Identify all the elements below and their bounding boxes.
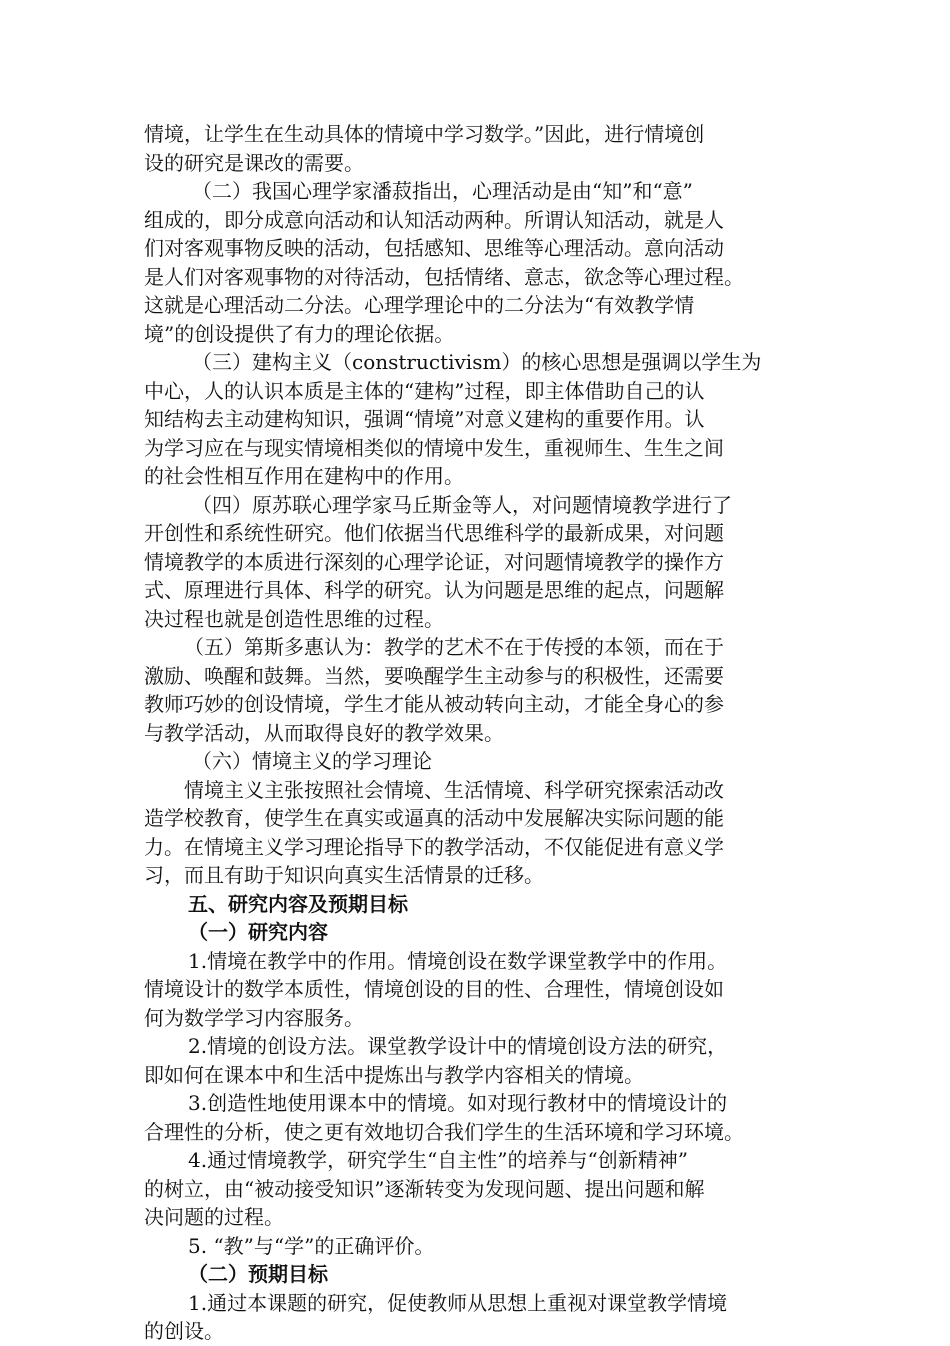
text-line: 境”的创设提供了有力的理论依据。 — [144, 321, 455, 346]
paragraph-start: （二）我国心理学家潘菽指出，心理活动是由“知”和“意” — [192, 179, 693, 203]
text-line: 设的研究是课改的需要。 — [144, 150, 364, 175]
list-item-start: 4.通过情境教学，研究学生“自主性”的培养与“创新精神” — [188, 1148, 688, 1172]
document-body — [144, 120, 820, 1346]
text-line: 情境教学的本质进行深刻的心理学论证，对问题情境教学的操作方 — [144, 549, 724, 574]
paragraph-start: 情境主义主张按照社会情境、生活情境、科学研究探索活动改 — [184, 777, 724, 802]
paragraph-start: （三）建构主义（constructivism）的核心思想是强调以学生为 — [192, 350, 762, 374]
section-heading: 五、研究内容及预期目标 — [188, 891, 408, 916]
text-line: 式、原理进行具体、科学的研究。认为问题是思维的起点，问题解 — [144, 578, 724, 602]
text-line: 中心，人的认识本质是主体的“建构”过程，即主体借助自己的认 — [144, 378, 705, 403]
text-line: 开创性和系统性研究。他们依据当代思维科学的最新成果，对问题 — [144, 521, 724, 545]
text-line: 与教学活动，从而取得良好的教学效果。 — [144, 720, 504, 745]
list-item-start: 1.情境在教学中的作用。情境创设在数学课堂教学中的作用。 — [188, 948, 728, 973]
text-line: 组成的，即分成意向活动和认知活动两种。所谓认知活动，就是人 — [144, 207, 724, 232]
list-item-start: 2.情境的创设方法。课堂教学设计中的情境创设方法的研究， — [188, 1034, 728, 1058]
text-line: 这就是心理活动二分法。心理学理论中的二分法为“有效教学情 — [144, 293, 695, 317]
paragraph-start: （五）第斯多惠认为：教学的艺术不在于传授的本领，而在于 — [184, 635, 724, 659]
text-line: 教师巧妙的创设情境，学生才能从被动转向主动，才能全身心的参 — [144, 692, 724, 716]
paragraph-start: （四）原苏联心理学家马丘斯金等人，对问题情境教学进行了 — [192, 492, 732, 517]
text-line: 合理性的分析，使之更有效地切合我们学生的生活环境和学习环境。 — [144, 1119, 744, 1144]
list-item-start: 5. “教”与“学”的正确评价。 — [188, 1233, 435, 1258]
list-item-start: 3.创造性地使用课本中的情境。如对现行教材中的情境设计的 — [188, 1091, 728, 1115]
text-line: 的社会性相互作用在建构中的作用。 — [144, 464, 464, 488]
text-line: 情境设计的数学本质性，情境创设的目的性、合理性，情境创设如 — [144, 977, 724, 1001]
subheading-line: （六）情境主义的学习理论 — [192, 749, 432, 773]
text-line: 何为数学学习内容服务。 — [144, 1005, 364, 1030]
text-line: 力。在情境主义学习理论指导下的教学活动，不仅能促进有意义学 — [144, 834, 724, 859]
list-item-start: 1.通过本课题的研究，促使教师从思想上重视对课堂教学情境 — [188, 1290, 728, 1315]
subsection-heading: （一）研究内容 — [188, 920, 328, 944]
text-line: 情境，让学生在生动具体的情境中学习数学。”因此，进行情境创 — [144, 122, 705, 146]
text-line: 们对客观事物反映的活动，包括感知、思维等心理活动。意向活动 — [144, 236, 724, 260]
text-line: 为学习应在与现实情境相类似的情境中发生，重视师生、生生之间 — [144, 435, 724, 460]
subsection-heading: （二）预期目标 — [188, 1262, 328, 1286]
text-line: 是人们对客观事物的对待活动，包括情绪、意志，欲念等心理过程。 — [144, 264, 744, 289]
text-line: 激励、唤醒和鼓舞。当然，要唤醒学生主动参与的积极性，还需要 — [144, 663, 724, 688]
text-line: 决过程也就是创造性思维的过程。 — [144, 606, 444, 631]
text-line: 造学校教育，使学生在真实或逼真的活动中发展解决实际问题的能 — [144, 806, 724, 830]
text-line: 习，而且有助于知识向真实生活情景的迁移。 — [144, 863, 544, 887]
text-line: 的树立，由“被动接受知识”逐渐转变为发现问题、提出问题和解 — [144, 1176, 705, 1201]
text-line: 的创设。 — [144, 1319, 224, 1343]
text-line: 知结构去主动建构知识，强调“情境”对意义建构的重要作用。认 — [144, 407, 705, 431]
text-line: 决问题的过程。 — [144, 1205, 284, 1229]
text-line: 即如何在课本中和生活中提炼出与教学内容相关的情境。 — [144, 1062, 644, 1087]
